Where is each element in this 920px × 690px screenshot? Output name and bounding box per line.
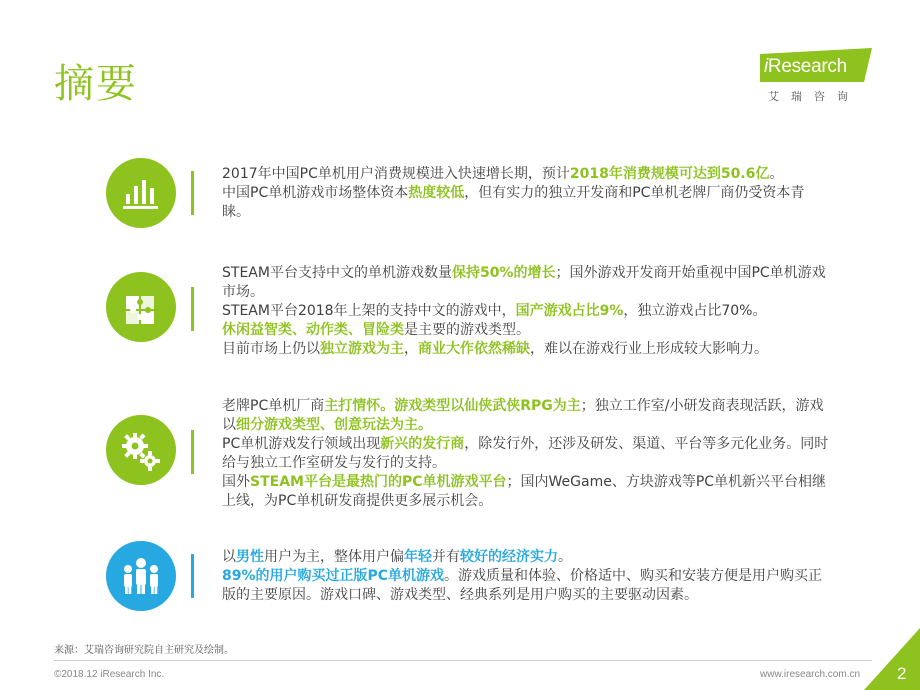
paragraph (222, 397, 832, 435)
paragraph (222, 473, 832, 511)
section-divider (191, 430, 194, 474)
iresearch-logo (760, 48, 880, 108)
highlight-text: 热度较低 (408, 185, 465, 201)
footer-divider (54, 660, 872, 661)
paragraph (222, 302, 832, 321)
section-divider (191, 171, 194, 215)
section-text-4 (222, 548, 832, 605)
highlight-text: 男性 (236, 549, 264, 565)
body-text: 目前市场上仍以 (222, 341, 320, 357)
highlight-text: 89%的用户购买过正版PC单机游戏 (222, 568, 445, 584)
highlight-text: 保持50%的增长 (451, 265, 556, 281)
body-text: ，难以在游戏行业上形成较大影响力。 (530, 341, 768, 357)
body-text: 国外 (222, 474, 250, 490)
highlight-text: STEAM平台是最热门的PC单机游戏平台 (250, 474, 507, 490)
section-text-3 (222, 397, 832, 511)
paragraph (222, 165, 832, 184)
bar-chart-icon (106, 158, 176, 228)
body-text: PC单机游戏发行领域出现 (222, 436, 381, 452)
body-text: 是主要的游戏类型。 (404, 322, 530, 338)
paragraph (222, 321, 832, 340)
highlight-text: 休闲益智类、动作类、冒险类 (222, 322, 404, 338)
body-text: 。 (558, 549, 572, 565)
body-text: STEAM平台支持中文的单机游戏数量 (222, 265, 452, 281)
body-text: 2017年中国PC单机用户消费规模进入快速增长期，预计 (222, 166, 570, 182)
body-text: 。游戏质量和体验、价格适中、购买和安装方便是用户购买正版的主要原因。游戏口碑、游戏类型、经典系列是用户购买的主要驱动因素。 (222, 568, 823, 603)
body-text: ，独立游戏占比70%。 (623, 303, 767, 319)
body-text: 用户为主，整体用户偏 (264, 549, 404, 565)
highlight-text: 年轻 (404, 549, 432, 565)
body-text: 。 (769, 166, 784, 182)
source-note: 来源：艾瑞咨询研究院自主研究及绘制。 (54, 645, 234, 656)
body-text: ；国外游戏开发商开始重视中国PC单机游戏市场。 (222, 265, 826, 300)
highlight-text: 细分游戏类型、创意玩法为主。 (236, 417, 432, 433)
paragraph (222, 435, 832, 473)
paragraph (222, 184, 832, 222)
body-text: ，但有实力的独立开发商和PC单机老牌厂商仍受资本青睐。 (222, 185, 805, 220)
website-link[interactable]: www.iresearch.com.cn (760, 669, 861, 680)
paragraph (222, 548, 832, 567)
logo-subtitle: 艾瑞咨询 (768, 90, 860, 103)
body-text: ，除发行外，还涉及研发、渠道、平台等多元化业务。同时给与独立工作室研发与发行的支持。 (222, 436, 829, 471)
logo-wordmark: iResearch (764, 56, 847, 77)
paragraph (222, 264, 832, 302)
body-text: 老牌PC单机厂商 (222, 398, 325, 414)
body-text: STEAM平台2018年上架的支持中文的游戏中， (222, 303, 516, 319)
body-text: ；国内WeGame、方块游戏等PC单机新兴平台相继上线，为PC单机研发商提供更多展示机会。 (222, 474, 827, 509)
copyright: ©2018.12 iResearch Inc. (54, 669, 165, 680)
section-divider (191, 554, 194, 598)
body-text: 并有 (432, 549, 460, 565)
corner-triangle-shape (856, 628, 920, 690)
highlight-text: 独立游戏为主 (320, 341, 404, 357)
page-title: 摘要 (54, 61, 138, 107)
users-icon (106, 541, 176, 611)
section-text-1 (222, 165, 832, 222)
gears-icon (106, 415, 176, 485)
highlight-text: 国产游戏占比9% (515, 303, 624, 319)
highlight-text: 主打情怀。游戏类型以仙侠武侠RPG为主 (324, 398, 581, 414)
page-number: 2 (897, 664, 907, 683)
highlight-text: 新兴的发行商 (380, 436, 465, 452)
puzzle-icon (106, 272, 176, 342)
body-text: 以 (222, 549, 236, 565)
body-text: 中国PC单机游戏市场整体资本 (222, 185, 409, 201)
body-text: ；独立工作室/小研发商表现活跃，游戏以 (222, 398, 824, 433)
highlight-text: 较好的经济实力 (460, 549, 558, 565)
paragraph (222, 340, 832, 359)
highlight-text: 2018年消费规模可达到50.6亿 (569, 166, 770, 182)
body-text: ， (404, 341, 418, 357)
paragraph (222, 567, 832, 605)
section-text-2 (222, 264, 832, 359)
section-divider (191, 287, 194, 331)
highlight-text: 商业大作依然稀缺 (418, 341, 530, 357)
